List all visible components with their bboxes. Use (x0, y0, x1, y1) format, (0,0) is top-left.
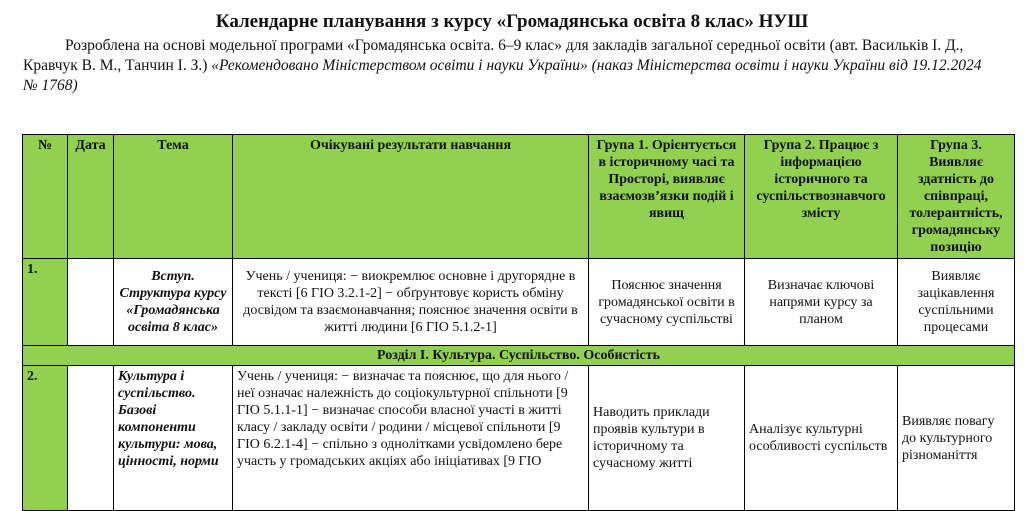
row-group-1: Пояснює значення громадянської освіти в сучасному суспільстві (589, 259, 745, 346)
subtitle-plain: Розроблена на основі модельної програми «Громадянська освіта. 6–9 клас» для закладів загальної середньої освіти (авт. Васильків І. Д., Кравчук В. М., Танчин І. З.) (23, 37, 964, 74)
header-group-1: Група 1. Орієнтується в історичному часі та Просторі, виявляє взаємозв’язки подій і явищ (589, 135, 745, 259)
row-date (68, 366, 114, 511)
row-number: 1. (23, 259, 68, 346)
subtitle-italic: «Рекомендовано Міністерством освіти і науки України» (наказ Міністерства освіти і науки України від 19.12.2024 № 1768) (23, 57, 982, 94)
section-row (23, 346, 1015, 366)
header-topic: Тема (114, 135, 233, 259)
document-title: Календарне планування з курсу «Громадянська освіта 8 клас» НУШ (215, 11, 809, 32)
header-date: Дата (68, 135, 114, 259)
header-number: № (23, 135, 68, 259)
row-topic: Культура і суспільство. Базові компоненти культури: мова, цінності, норми (114, 366, 233, 511)
row-group-2: Аналізує культурні особливості суспільств (745, 366, 898, 511)
row-topic: Вступ. Структура курсу «Громадянська освіта 8 клас» (114, 259, 233, 346)
header-group-3: Група 3. Виявляє здатність до співпраці, толерантність, громадянську позицію (898, 135, 1015, 259)
row-number: 2. (23, 366, 68, 511)
table-row (23, 366, 1015, 511)
planning-table (22, 134, 1015, 511)
document-subtitle (23, 36, 998, 96)
header-group-2: Група 2. Працює з інформацією історичного та суспільствознавчого змісту (745, 135, 898, 259)
table-header-row (23, 135, 1015, 259)
row-group-2: Визначає ключові напрями курсу за планом (745, 259, 898, 346)
row-results: Учень / учениця: − визначає та пояснює, що для нього / неї означає належність до соціокультурної спільноти [9 ГІО 5.1.1-1] − визначає способи власної участі в житті класу / закладу освіти / родини / місцевої спільноти [9 ГІО 6.2.1-4] − спільно з однолітками усвідомлено бере участь у громадських акціях або ініціативах [9 ГІО (233, 366, 589, 511)
row-date (68, 259, 114, 346)
table-row (23, 259, 1015, 346)
row-results: Учень / учениця: − виокремлює основне і другорядне в тексті [6 ГІО 3.2.1-2] − обґрунтовує користь обміну досвідом та взаємонавчання; пояснює значення освіти в житті людини [6 ГІО 5.1.2-1] (233, 259, 589, 346)
header-results: Очікувані результати навчання (233, 135, 589, 259)
row-group-1: Наводить приклади проявів культури в історичному та сучасному житті (589, 366, 745, 511)
row-group-3: Виявляє повагу до культурного різноманіття (898, 366, 1015, 511)
row-group-3: Виявляє зацікавлення суспільними процесами (898, 259, 1015, 346)
section-title: Розділ І. Культура. Суспільство. Особистість (23, 346, 1015, 366)
